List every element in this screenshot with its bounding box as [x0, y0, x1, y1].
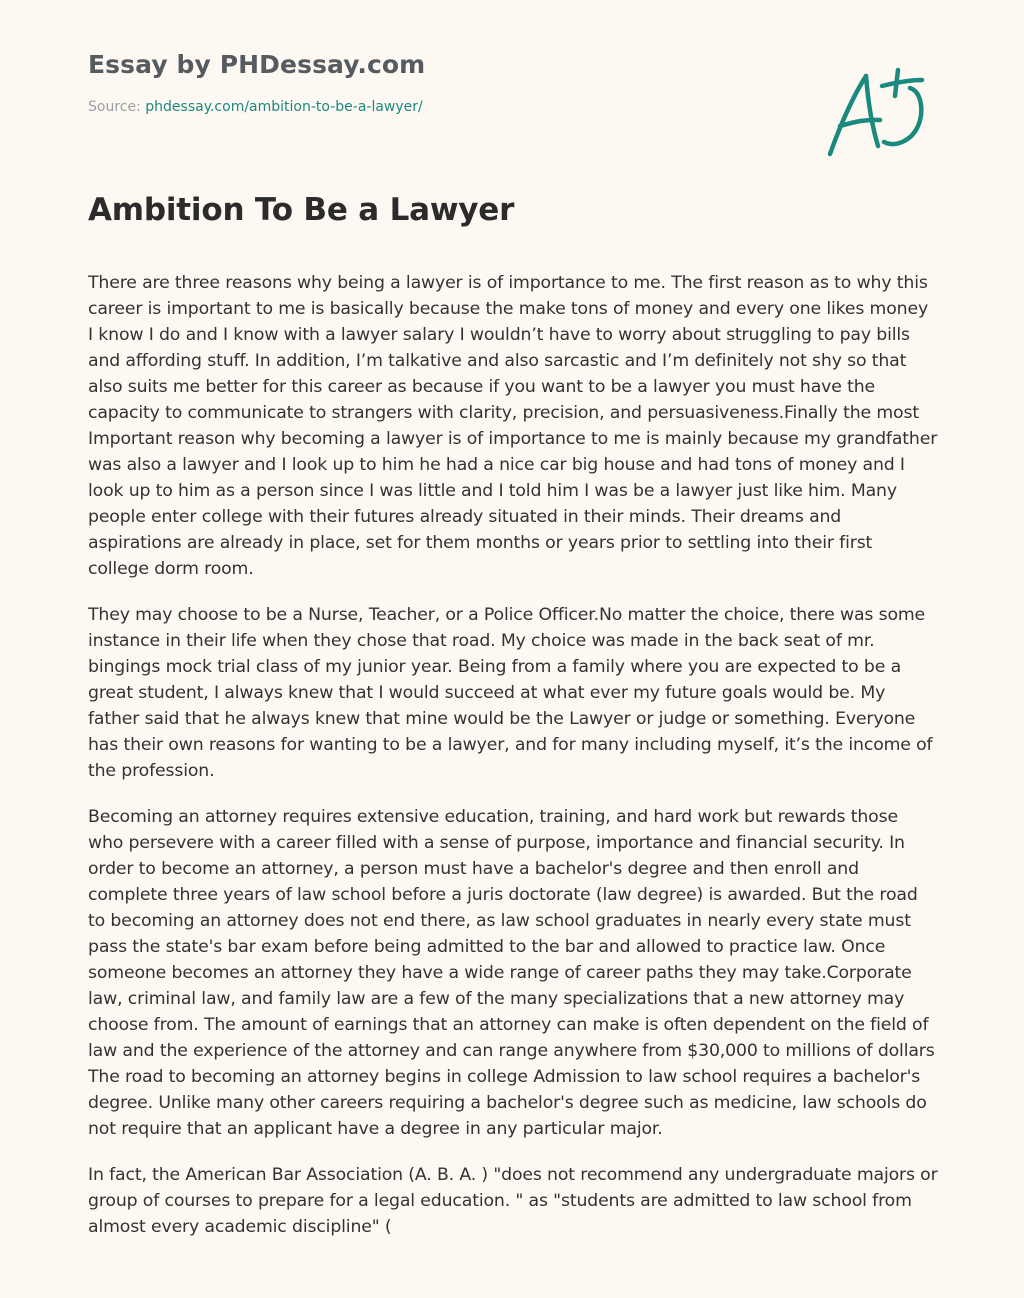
source-line: [88, 98, 788, 116]
essay-body: [88, 270, 938, 1254]
essay-paragraph: Becoming an attorney requires extensive education, training, and hard work but rewards those who persevere with a career filled with a sense of purpose, importance and financial security. In order to become an attorney, a person must have a bachelor's degree and then enroll and complete three years of law school before a juris doctorate (law degree) is awarded. But the road to becoming an attorney does not end there, as law school graduates in nearly every state must pass the state's bar exam before being admitted to the bar and allowed to practice law. Once someone becomes an attorney they have a wide range of career paths they may take.Corporate law, criminal law, and family law are a few of the many specializations that a new attorney may choose from. The amount of earnings that an attorney can make is often dependent on the field of law and the experience of the attorney and can range anywhere from $30,000 to millions of dollars The road to becoming an attorney begins in college Admission to law school requires a bachelor's degree. Unlike many other careers requiring a bachelor's degree such as medicine, law schools do not require that an applicant have a degree in any particular major.: [88, 807, 935, 1139]
source-label: Source:: [88, 99, 141, 115]
source-link[interactable]: phdessay.com/ambition-to-be-a-lawyer/: [145, 99, 423, 115]
brand-title: Essay by PHDessay.com: [88, 50, 426, 79]
essay-paragraph: There are three reasons why being a lawyer is of importance to me. The first reason as to why this career is important to me is basically because the make tons of money and every one likes money I know I do and I know with a lawyer salary I wouldn’t have to worry about struggling to pay bills and affording stuff. In addition, I’m talkative and also sarcastic and I’m definitely not shy so that also suits me better for this career as because if you want to be a lawyer you must have the capacity to communicate to strangers with clarity, precision, and persuasiveness.Finally the most Important reason why becoming a lawyer is of importance to me is mainly because my grandfather was also a lawyer and I look up to him he had a nice car big house and had tons of money and I look up to him as a person since I was little and I told him I was be a lawyer just like him. Many people enter college with their futures already situated in their minds. Their dreams and aspirations are already in place, set for them months or years prior to settling into their first college dorm room.: [88, 273, 938, 579]
a-plus-grade-icon: [822, 64, 928, 160]
essay-title: Ambition To Be a Lawyer: [88, 192, 515, 228]
essay-paragraph: They may choose to be a Nurse, Teacher, or a Police Officer.No matter the choice, there was some instance in their life when they chose that road. My choice was made in the back seat of mr. bingings mock trial class of my junior year. Being from a family where you are expected to be a great student, I always knew that I would succeed at what ever my future goals would be. My father said that he always knew that mine would be the Lawyer or judge or something. Everyone has their own reasons for wanting to be a lawyer, and for many including myself, it’s the income of the profession.: [88, 605, 933, 781]
page-header: [88, 48, 788, 116]
essay-paragraph: In fact, the American Bar Association (A. B. A. ) "does not recommend any undergraduate majors or group of courses to prepare for a legal education. " as "students are admitted to law school from almost every academic discipline" (: [88, 1165, 938, 1237]
